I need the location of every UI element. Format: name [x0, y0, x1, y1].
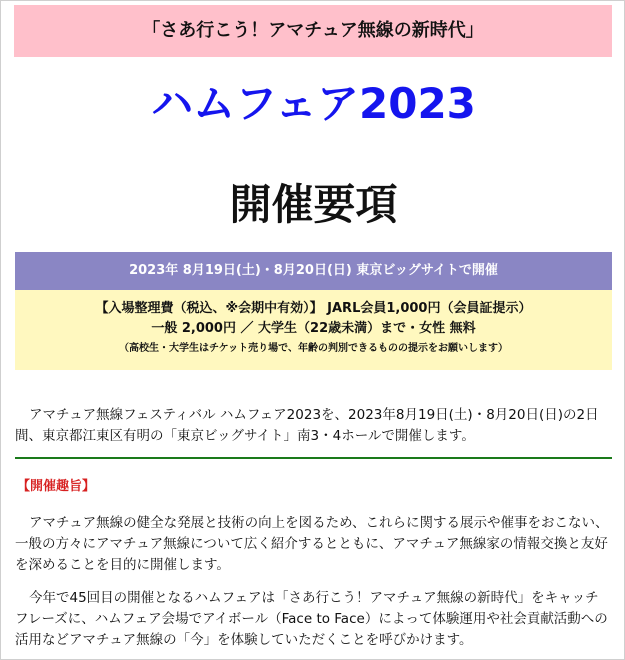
- purpose-paragraph: 今年で45回目の開催となるハムフェアは「さあ行こう！アマチュア無線の新時代」をキャッチフレーズに、ハムフェア会場でアイボール（Face to Face）によって体験運用や社会貢献活動への活用などアマチュア無線の「今」を体験していただくことを呼びかけます。: [15, 590, 608, 648]
- purpose-paragraph: アマチュア無線の健全な発展と技術の向上を図るため、これらに関する展示や催事をおこない、一般の方々にアマチュア無線について広く紹介するとともに、アマチュア無線家の情報交換と友好を深めることを目的に開催します。: [15, 515, 609, 573]
- section-divider: [15, 457, 612, 459]
- admission-fee-box: [15, 290, 612, 370]
- event-date-bar: [15, 252, 612, 290]
- purpose-heading: 【開催趣旨】: [17, 479, 96, 494]
- catchphrase-banner: [14, 5, 612, 57]
- fee-line-general: 一般 2,000円 ／ 大学生（22歳未満）まで・女性 無料: [151, 321, 476, 336]
- intro-paragraph: アマチュア無線フェスティバル ハムフェア2023を、2023年8月19日(土)・8月20日(日)の2日間、東京都江東区有明の「東京ビッグサイト」南3・4ホールで開催します。: [15, 407, 599, 444]
- event-date-text: 2023年 8月19日(土)・8月20日(日) 東京ビッグサイトで開催: [129, 263, 498, 278]
- fee-note: （高校生・大学生はチケット売り場で、年齢の判別できるものの提示をお願いします）: [119, 343, 508, 354]
- page-subtitle: 開催要項: [229, 180, 398, 229]
- event-title: ハムフェア2023: [151, 79, 476, 128]
- catchphrase-text: 「さあ行こう！アマチュア無線の新時代」: [142, 20, 484, 41]
- fee-line-member: 【入場整理費（税込、※会期中有効）】 JARL会員1,000円（会員証提示）: [95, 301, 532, 316]
